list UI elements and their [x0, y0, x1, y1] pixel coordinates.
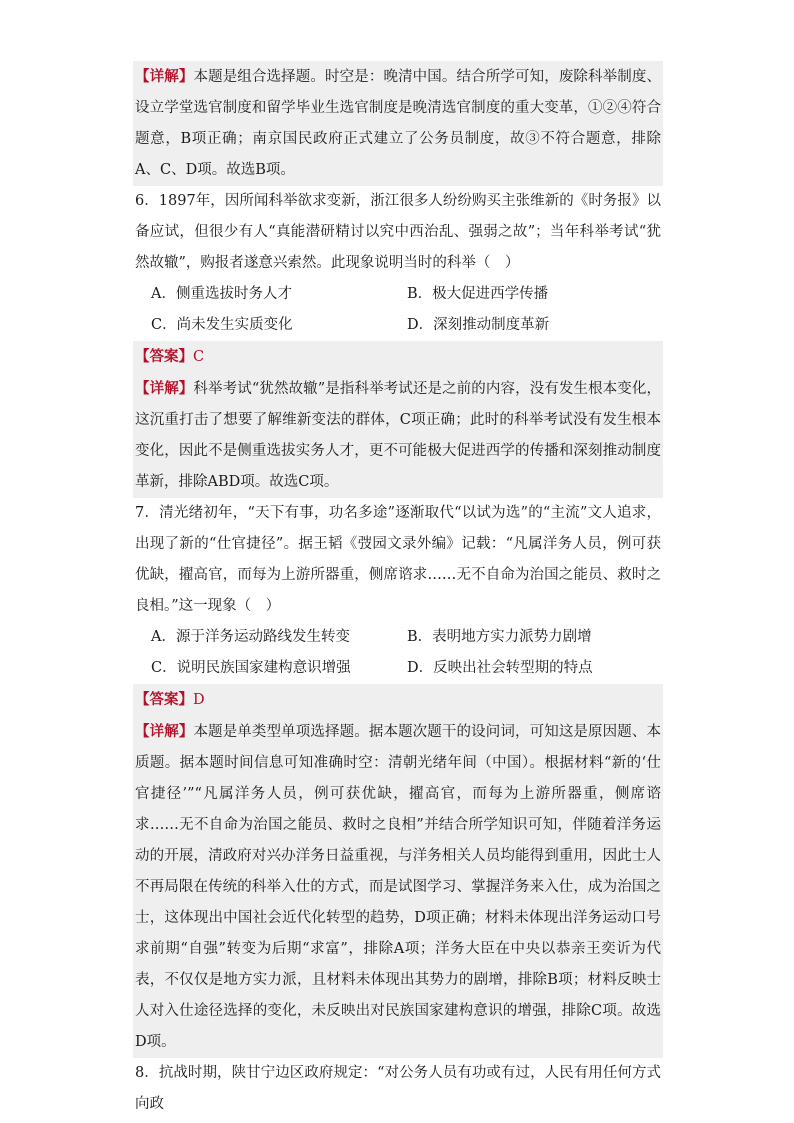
- option-c: C．尚未发生实质变化: [151, 317, 293, 333]
- detail-tag: 【详解】: [135, 68, 194, 85]
- option-b: B．表明地方实力派势力剧增: [407, 629, 592, 645]
- detail-text: 科举考试“犹然故辙”是指科举考试还是之前的内容，没有发生根本变化，这沉重打击了想要了解维新变法的群体，C项正确；此时的科举考试没有发生根本变化，因此不是侧重选拔实务人才，更不可能极大促进西学的传播和深刻推动制度革新，排除ABD项。故选C项。: [135, 381, 662, 490]
- explanation-text: 本题是组合选择题。时空是：晚清中国。结合所学可知，废除科举制度、设立学堂选官制度和留学毕业生选官制度是晚清选官制度的重大变革，①②④符合题意，B项正确；南京国民政府正式建立了公务员制度，故③不符合题意，排除A、C、D项。故选B项。: [135, 69, 662, 178]
- question-6-options-row1: [133, 279, 663, 310]
- option-c: C．说明民族国家建构意识增强: [151, 660, 351, 676]
- answer-value: D: [193, 692, 205, 708]
- question-7-detail: [133, 716, 663, 1058]
- question-7-options-row1: [133, 622, 663, 653]
- question-6-stem: 6．1897年，因所闻科举欲求变新，浙江很多人纷纷购买主张维新的《时务报》以备应试，但很少有人“真能潜研精讨以究中西治乱、强弱之故”；当年科举考试“犹然故辙”，购报者遂意兴索然。此现象说明当时的科举（ ）: [135, 193, 661, 271]
- question-6-options-row2: [133, 310, 663, 341]
- answer-tag: 【答案】: [135, 691, 193, 708]
- option-d: D．反映出社会转型期的特点: [407, 660, 593, 676]
- answer-tag: 【答案】: [135, 348, 193, 365]
- question-6-answer: [133, 341, 663, 373]
- question-8-stem: 8．抗战时期，陕甘宁边区政府规定：“对公务人员有功或有过，人民有用任何方式向政: [135, 1065, 661, 1112]
- option-d: D．深刻推动制度革新: [407, 317, 550, 333]
- option-a: A．侧重选拔时务人才: [151, 286, 292, 302]
- question-7-options-row2: [133, 653, 663, 684]
- answer-value: C: [193, 349, 205, 365]
- detail-tag: 【详解】: [135, 380, 194, 397]
- question-7-answer: [133, 684, 663, 716]
- question-6-detail: [133, 373, 663, 498]
- document-content: [133, 61, 663, 1120]
- question-7-stem: 7．清光绪初年，“天下有事，功名多途”逐渐取代“以试为选”的“主流”文人追求，出现了新的“仕官捷径”。据王韬《弢园文录外编》记载：“凡属洋务人员，例可获优缺，擢高官，而每为上游所器重，侧席谘求……无不自命为治国之能员、救时之良相。”这一现象（ ）: [135, 505, 661, 614]
- option-b: B．极大促进西学传播: [407, 286, 549, 302]
- detail-text: 本题是单类型单项选择题。据本题次题干的设问词，可知这是原因题、本质题。据本题时间信息可知准确时空：清朝光绪年间（中国）。根据材料“新的‘仕官捷径’”“凡属洋务人员，例可获优缺，擢高官，而每为上游所器重，侧席谘求……无不自命为治国之能员、救时之良相”并结合所学知识可知，伴随着洋务运动的开展，清政府对兴办洋务日益重视，与洋务相关人员均能得到重用，因此士人不再局限在传统的科举入仕的方式，而是试图学习、掌握洋务来入仕，成为治国之士，这体现出中国社会近代化转型的趋势，D项正确；材料未体现出洋务运动口号求前期“自强”转变为后期“求富”，排除A项；洋务大臣在中央以恭亲王奕䜣为代表，不仅仅是地方实力派，且材料未体现出其势力的剧增，排除B项；材料反映士人对入仕途径选择的变化，未反映出对民族国家建构意识的增强，排除C项。故选D项。: [135, 724, 662, 1050]
- explanation-prev: [133, 61, 663, 186]
- option-a: A．源于洋务运动路线发生转变: [151, 629, 350, 645]
- detail-tag: 【详解】: [135, 723, 194, 740]
